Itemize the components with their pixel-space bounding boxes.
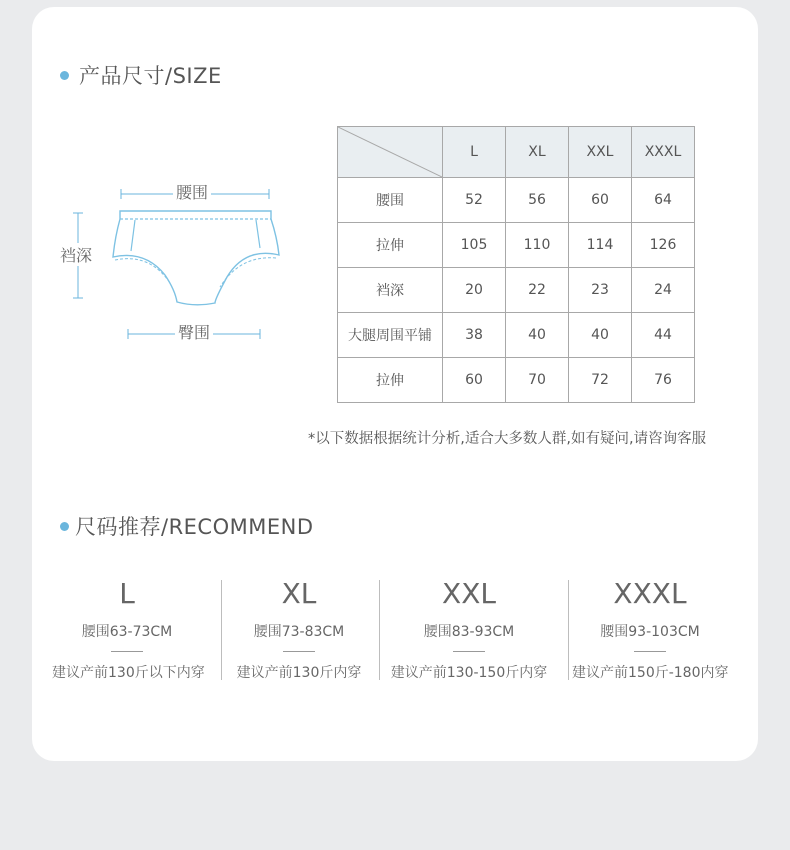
table-cell: 114 xyxy=(569,223,632,268)
column-divider xyxy=(379,580,380,680)
row-label: 裆深 xyxy=(338,268,443,313)
table-cell: 40 xyxy=(569,313,632,358)
recommend-section-title xyxy=(60,511,314,541)
row-label: 拉伸 xyxy=(338,223,443,268)
waist-label: 腰围 xyxy=(173,180,211,203)
size-header-xl: XL xyxy=(506,127,569,178)
table-cell: 38 xyxy=(443,313,506,358)
hip-label: 臀围 xyxy=(175,320,213,343)
table-row xyxy=(338,313,695,358)
table-cell: 64 xyxy=(632,178,695,223)
size-header-l: L xyxy=(443,127,506,178)
size-table-header xyxy=(338,127,695,178)
table-cell: 40 xyxy=(506,313,569,358)
divider xyxy=(111,651,143,652)
recommend-advice: 建议产前130斤以下内穿 xyxy=(52,665,205,681)
table-cell: 126 xyxy=(632,223,695,268)
table-cell: 72 xyxy=(569,358,632,403)
diagonal-line-icon xyxy=(338,127,442,177)
row-label: 腰围 xyxy=(338,178,443,223)
recommend-advice: 建议产前130斤内穿 xyxy=(236,665,362,681)
table-row xyxy=(338,358,695,403)
table-row xyxy=(338,178,695,223)
rise-label: 裆深 xyxy=(57,243,95,266)
row-label: 大腿周围平铺 xyxy=(338,313,443,358)
table-cell: 105 xyxy=(443,223,506,268)
row-label: 拉伸 xyxy=(338,358,443,403)
table-corner-cell xyxy=(338,127,443,178)
size-table xyxy=(337,126,695,403)
size-header-xxl: XXL xyxy=(569,127,632,178)
bullet-dot-icon xyxy=(60,522,69,531)
recommend-waist: 腰围93-103CM xyxy=(600,624,700,640)
divider xyxy=(634,651,666,652)
table-cell: 70 xyxy=(506,358,569,403)
table-cell: 76 xyxy=(632,358,695,403)
table-cell: 56 xyxy=(506,178,569,223)
table-cell: 44 xyxy=(632,313,695,358)
table-cell: 20 xyxy=(443,268,506,313)
recommend-size: XXL xyxy=(442,577,496,610)
size-title-text: 产品尺寸/SIZE xyxy=(79,64,222,88)
table-row xyxy=(338,268,695,313)
recommend-advice: 建议产前130-150斤内穿 xyxy=(390,665,548,681)
recommend-size: L xyxy=(119,577,135,610)
table-cell: 23 xyxy=(569,268,632,313)
recommend-size: XXXL xyxy=(613,577,687,610)
recommend-waist: 腰围73-83CM xyxy=(253,624,345,640)
recommend-size: XL xyxy=(281,577,317,610)
table-cell: 52 xyxy=(443,178,506,223)
table-row xyxy=(338,223,695,268)
table-cell: 60 xyxy=(569,178,632,223)
table-cell: 60 xyxy=(443,358,506,403)
size-note: *以下数据根据统计分析,适合大多数人群,如有疑问,请咨询客服 xyxy=(308,431,707,447)
recommend-waist: 腰围63-73CM xyxy=(81,624,173,640)
column-divider xyxy=(568,580,569,680)
size-section-title xyxy=(60,60,222,90)
recommend-title-text: 尺码推荐/RECOMMEND xyxy=(75,515,314,539)
recommend-waist: 腰围83-93CM xyxy=(423,624,515,640)
divider xyxy=(453,651,485,652)
recommend-item-xl xyxy=(234,575,364,682)
table-cell: 110 xyxy=(506,223,569,268)
bullet-dot-icon xyxy=(60,71,69,80)
table-cell: 22 xyxy=(506,268,569,313)
recommend-item-xxl xyxy=(390,575,548,682)
size-diagram xyxy=(55,175,295,350)
table-cell: 24 xyxy=(632,268,695,313)
recommend-item-l xyxy=(52,575,205,682)
column-divider xyxy=(221,580,222,680)
recommend-item-xxxl xyxy=(572,575,728,682)
divider xyxy=(283,651,315,652)
size-header-xxxl: XXXL xyxy=(632,127,695,178)
recommend-advice: 建议产前150斤-180内穿 xyxy=(572,665,729,681)
